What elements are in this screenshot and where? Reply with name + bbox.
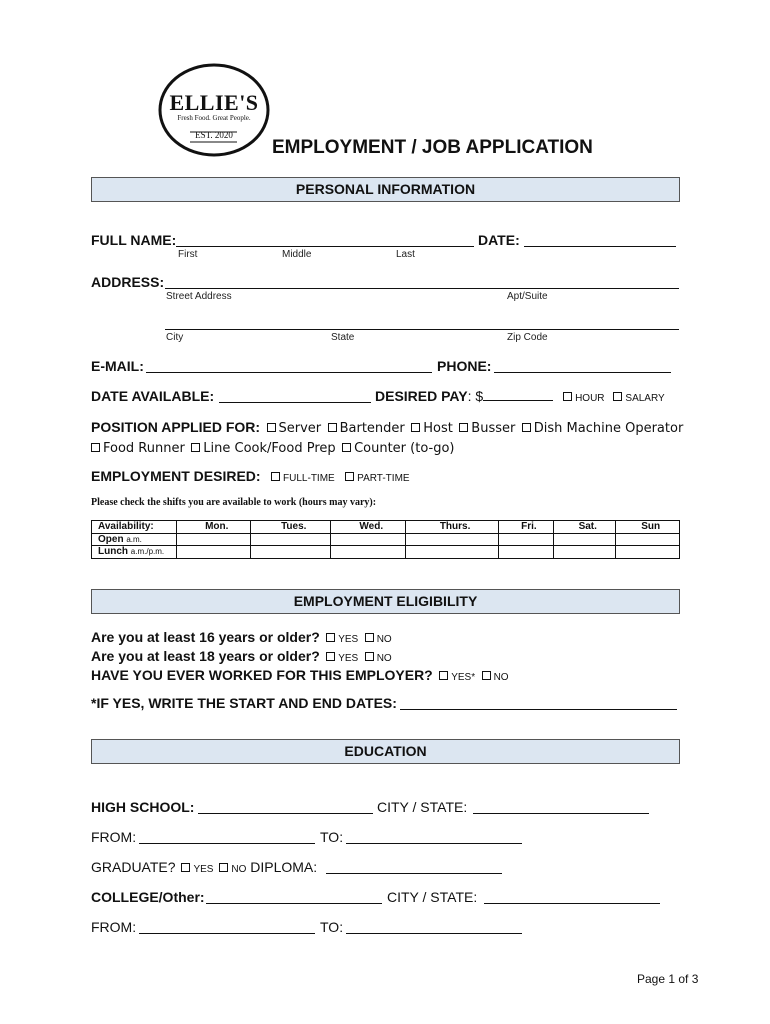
part-time-label: PART-TIME <box>357 473 410 484</box>
table-header: Sat. <box>554 521 616 534</box>
q18-no-label: NO <box>376 653 392 664</box>
college-field[interactable] <box>206 890 382 904</box>
avail-cell[interactable] <box>177 546 251 559</box>
worked-row <box>91 667 509 685</box>
salary-checkbox[interactable] <box>613 392 622 401</box>
hs-from-label: FROM: <box>91 829 137 845</box>
host-checkbox[interactable] <box>411 423 420 432</box>
college-to-label: TO: <box>320 919 344 935</box>
desired-pay-field[interactable] <box>483 388 553 401</box>
street-field[interactable] <box>165 275 679 289</box>
counter-checkbox[interactable] <box>342 443 351 452</box>
date-label: DATE: <box>478 232 520 248</box>
last-name-hint: Last <box>396 249 415 260</box>
avail-cell[interactable] <box>616 533 680 546</box>
first-name-hint: First <box>178 249 198 260</box>
worked-no-checkbox[interactable] <box>482 671 491 680</box>
page-number: Page 1 of 3 <box>637 972 699 986</box>
position-food-runner: Food Runner <box>103 441 185 456</box>
row-sub-lunch: a.m./p.m. <box>130 547 165 557</box>
diploma-field[interactable] <box>326 860 502 874</box>
bartender-checkbox[interactable] <box>328 423 337 432</box>
phone-field[interactable] <box>494 359 671 373</box>
avail-cell[interactable] <box>554 533 616 546</box>
q16-row <box>91 629 392 647</box>
position-label: POSITION APPLIED FOR: <box>91 419 261 435</box>
worked-label: HAVE YOU EVER WORKED FOR THIS EMPLOYER? <box>91 667 433 683</box>
busser-checkbox[interactable] <box>459 423 468 432</box>
position-line-2 <box>89 439 455 457</box>
desired-pay-group <box>375 388 665 404</box>
state-hint: State <box>331 332 355 343</box>
graduate-row <box>91 859 317 875</box>
street-hint: Street Address <box>166 291 232 302</box>
hs-city-state-label: CITY / STATE: <box>377 799 468 815</box>
college-city-state-label: CITY / STATE: <box>387 889 478 905</box>
college-city-state-field[interactable] <box>484 890 660 904</box>
q18-yes-checkbox[interactable] <box>326 652 335 661</box>
line-cook-checkbox[interactable] <box>191 443 200 452</box>
part-time-checkbox[interactable] <box>345 472 354 481</box>
worked-yes-checkbox[interactable] <box>439 671 448 680</box>
graduate-label: GRADUATE? <box>91 859 176 875</box>
high-school-label: HIGH SCHOOL: <box>91 799 195 815</box>
position-host: Host <box>423 421 453 436</box>
section-personal-information: PERSONAL INFORMATION <box>91 177 680 202</box>
desired-pay-label: DESIRED PAY <box>375 388 468 404</box>
dish-machine-checkbox[interactable] <box>522 423 531 432</box>
salary-label: SALARY <box>625 393 665 404</box>
table-row <box>92 546 680 559</box>
position-line-1 <box>91 419 683 437</box>
table-header: Wed. <box>331 521 406 534</box>
start-end-dates-field[interactable] <box>400 696 677 710</box>
table-header: Tues. <box>251 521 331 534</box>
position-busser: Busser <box>471 421 516 436</box>
position-bartender: Bartender <box>339 421 405 436</box>
q18-row <box>91 648 392 666</box>
q18-label: Are you at least 18 years or older? <box>91 648 320 664</box>
hour-label: HOUR <box>575 393 605 404</box>
email-label: E-MAIL: <box>91 358 144 374</box>
table-header: Thurs. <box>406 521 498 534</box>
availability-table <box>91 520 680 559</box>
hs-to-label: TO: <box>320 829 344 845</box>
avail-cell[interactable] <box>616 546 680 559</box>
hs-city-state-field[interactable] <box>473 800 649 814</box>
shifts-note: Please check the shifts you are available to work (hours may vary): <box>91 497 377 508</box>
row-sub-open: a.m. <box>126 534 142 544</box>
q16-no-checkbox[interactable] <box>365 633 374 642</box>
q18-no-checkbox[interactable] <box>365 652 374 661</box>
q16-yes-label: YES <box>338 634 359 645</box>
full-time-label: FULL-TIME <box>283 473 335 484</box>
logo-tagline: Fresh Food. Great People. <box>177 114 251 122</box>
table-header: Sun <box>616 521 680 534</box>
hs-from-field[interactable] <box>139 830 315 844</box>
page-title: EMPLOYMENT / JOB APPLICATION <box>272 137 593 158</box>
section-employment-eligibility: EMPLOYMENT ELIGIBILITY <box>91 589 680 614</box>
employment-desired-label: EMPLOYMENT DESIRED: <box>91 468 261 484</box>
row-label <box>92 533 177 546</box>
q18-yes-label: YES <box>338 653 359 664</box>
full-name-field[interactable] <box>176 233 474 247</box>
avail-cell[interactable] <box>251 533 331 546</box>
hour-checkbox[interactable] <box>563 392 572 401</box>
food-runner-checkbox[interactable] <box>91 443 100 452</box>
city-state-zip-field[interactable] <box>165 316 679 330</box>
row-label-open: Open <box>98 533 124 545</box>
table-header: Fri. <box>498 521 553 534</box>
q16-yes-checkbox[interactable] <box>326 633 335 642</box>
diploma-label: DIPLOMA: <box>250 859 318 875</box>
q16-no-label: NO <box>376 634 392 645</box>
avail-cell[interactable] <box>498 546 553 559</box>
table-header-row <box>92 521 680 534</box>
avail-cell[interactable] <box>406 546 498 559</box>
table-header: Availability: <box>92 521 177 534</box>
middle-name-hint: Middle <box>282 249 312 260</box>
position-counter: Counter (to-go) <box>354 441 455 456</box>
logo <box>157 62 271 158</box>
avail-cell[interactable] <box>251 546 331 559</box>
avail-cell[interactable] <box>331 533 406 546</box>
desired-pay-currency: : $ <box>467 388 484 404</box>
email-field[interactable] <box>146 359 432 373</box>
date-available-label: DATE AVAILABLE: <box>91 388 215 404</box>
avail-cell[interactable] <box>554 546 616 559</box>
graduate-yes-label: YES <box>193 864 214 875</box>
phone-label: PHONE: <box>437 358 492 374</box>
hs-to-field[interactable] <box>346 830 522 844</box>
server-checkbox[interactable] <box>267 423 276 432</box>
graduate-no-label: NO <box>231 864 247 875</box>
worked-no-label: NO <box>493 672 509 683</box>
avail-cell[interactable] <box>498 533 553 546</box>
q16-label: Are you at least 16 years or older? <box>91 629 320 645</box>
high-school-field[interactable] <box>198 800 373 814</box>
avail-cell[interactable] <box>406 533 498 546</box>
position-line-cook: Line Cook/Food Prep <box>203 441 336 456</box>
date-available-field[interactable] <box>219 389 371 403</box>
avail-cell[interactable] <box>177 533 251 546</box>
graduate-yes-checkbox[interactable] <box>181 863 190 872</box>
date-field[interactable] <box>524 233 676 247</box>
employment-desired-row <box>91 468 410 486</box>
avail-cell[interactable] <box>331 546 406 559</box>
apt-hint: Apt/Suite <box>507 291 548 302</box>
logo-est: EST. 2020 <box>195 130 233 140</box>
row-label <box>92 546 177 559</box>
college-label: COLLEGE/Other: <box>91 889 205 905</box>
table-header: Mon. <box>177 521 251 534</box>
table-row <box>92 533 680 546</box>
college-from-field[interactable] <box>139 920 315 934</box>
graduate-no-checkbox[interactable] <box>219 863 228 872</box>
college-from-label: FROM: <box>91 919 137 935</box>
if-yes-label: *IF YES, WRITE THE START AND END DATES: <box>91 695 397 711</box>
position-dish-machine: Dish Machine Operator <box>533 421 684 436</box>
logo-name: ELLIE'S <box>169 90 259 115</box>
section-education: EDUCATION <box>91 739 680 764</box>
full-time-checkbox[interactable] <box>271 472 280 481</box>
zip-hint: Zip Code <box>507 332 548 343</box>
college-to-field[interactable] <box>346 920 522 934</box>
full-name-label: FULL NAME: <box>91 232 177 248</box>
city-hint: City <box>166 332 184 343</box>
position-server: Server <box>278 421 322 436</box>
address-label: ADDRESS: <box>91 274 165 290</box>
row-label-lunch: Lunch <box>98 546 128 558</box>
worked-yes-label: YES* <box>451 672 476 683</box>
